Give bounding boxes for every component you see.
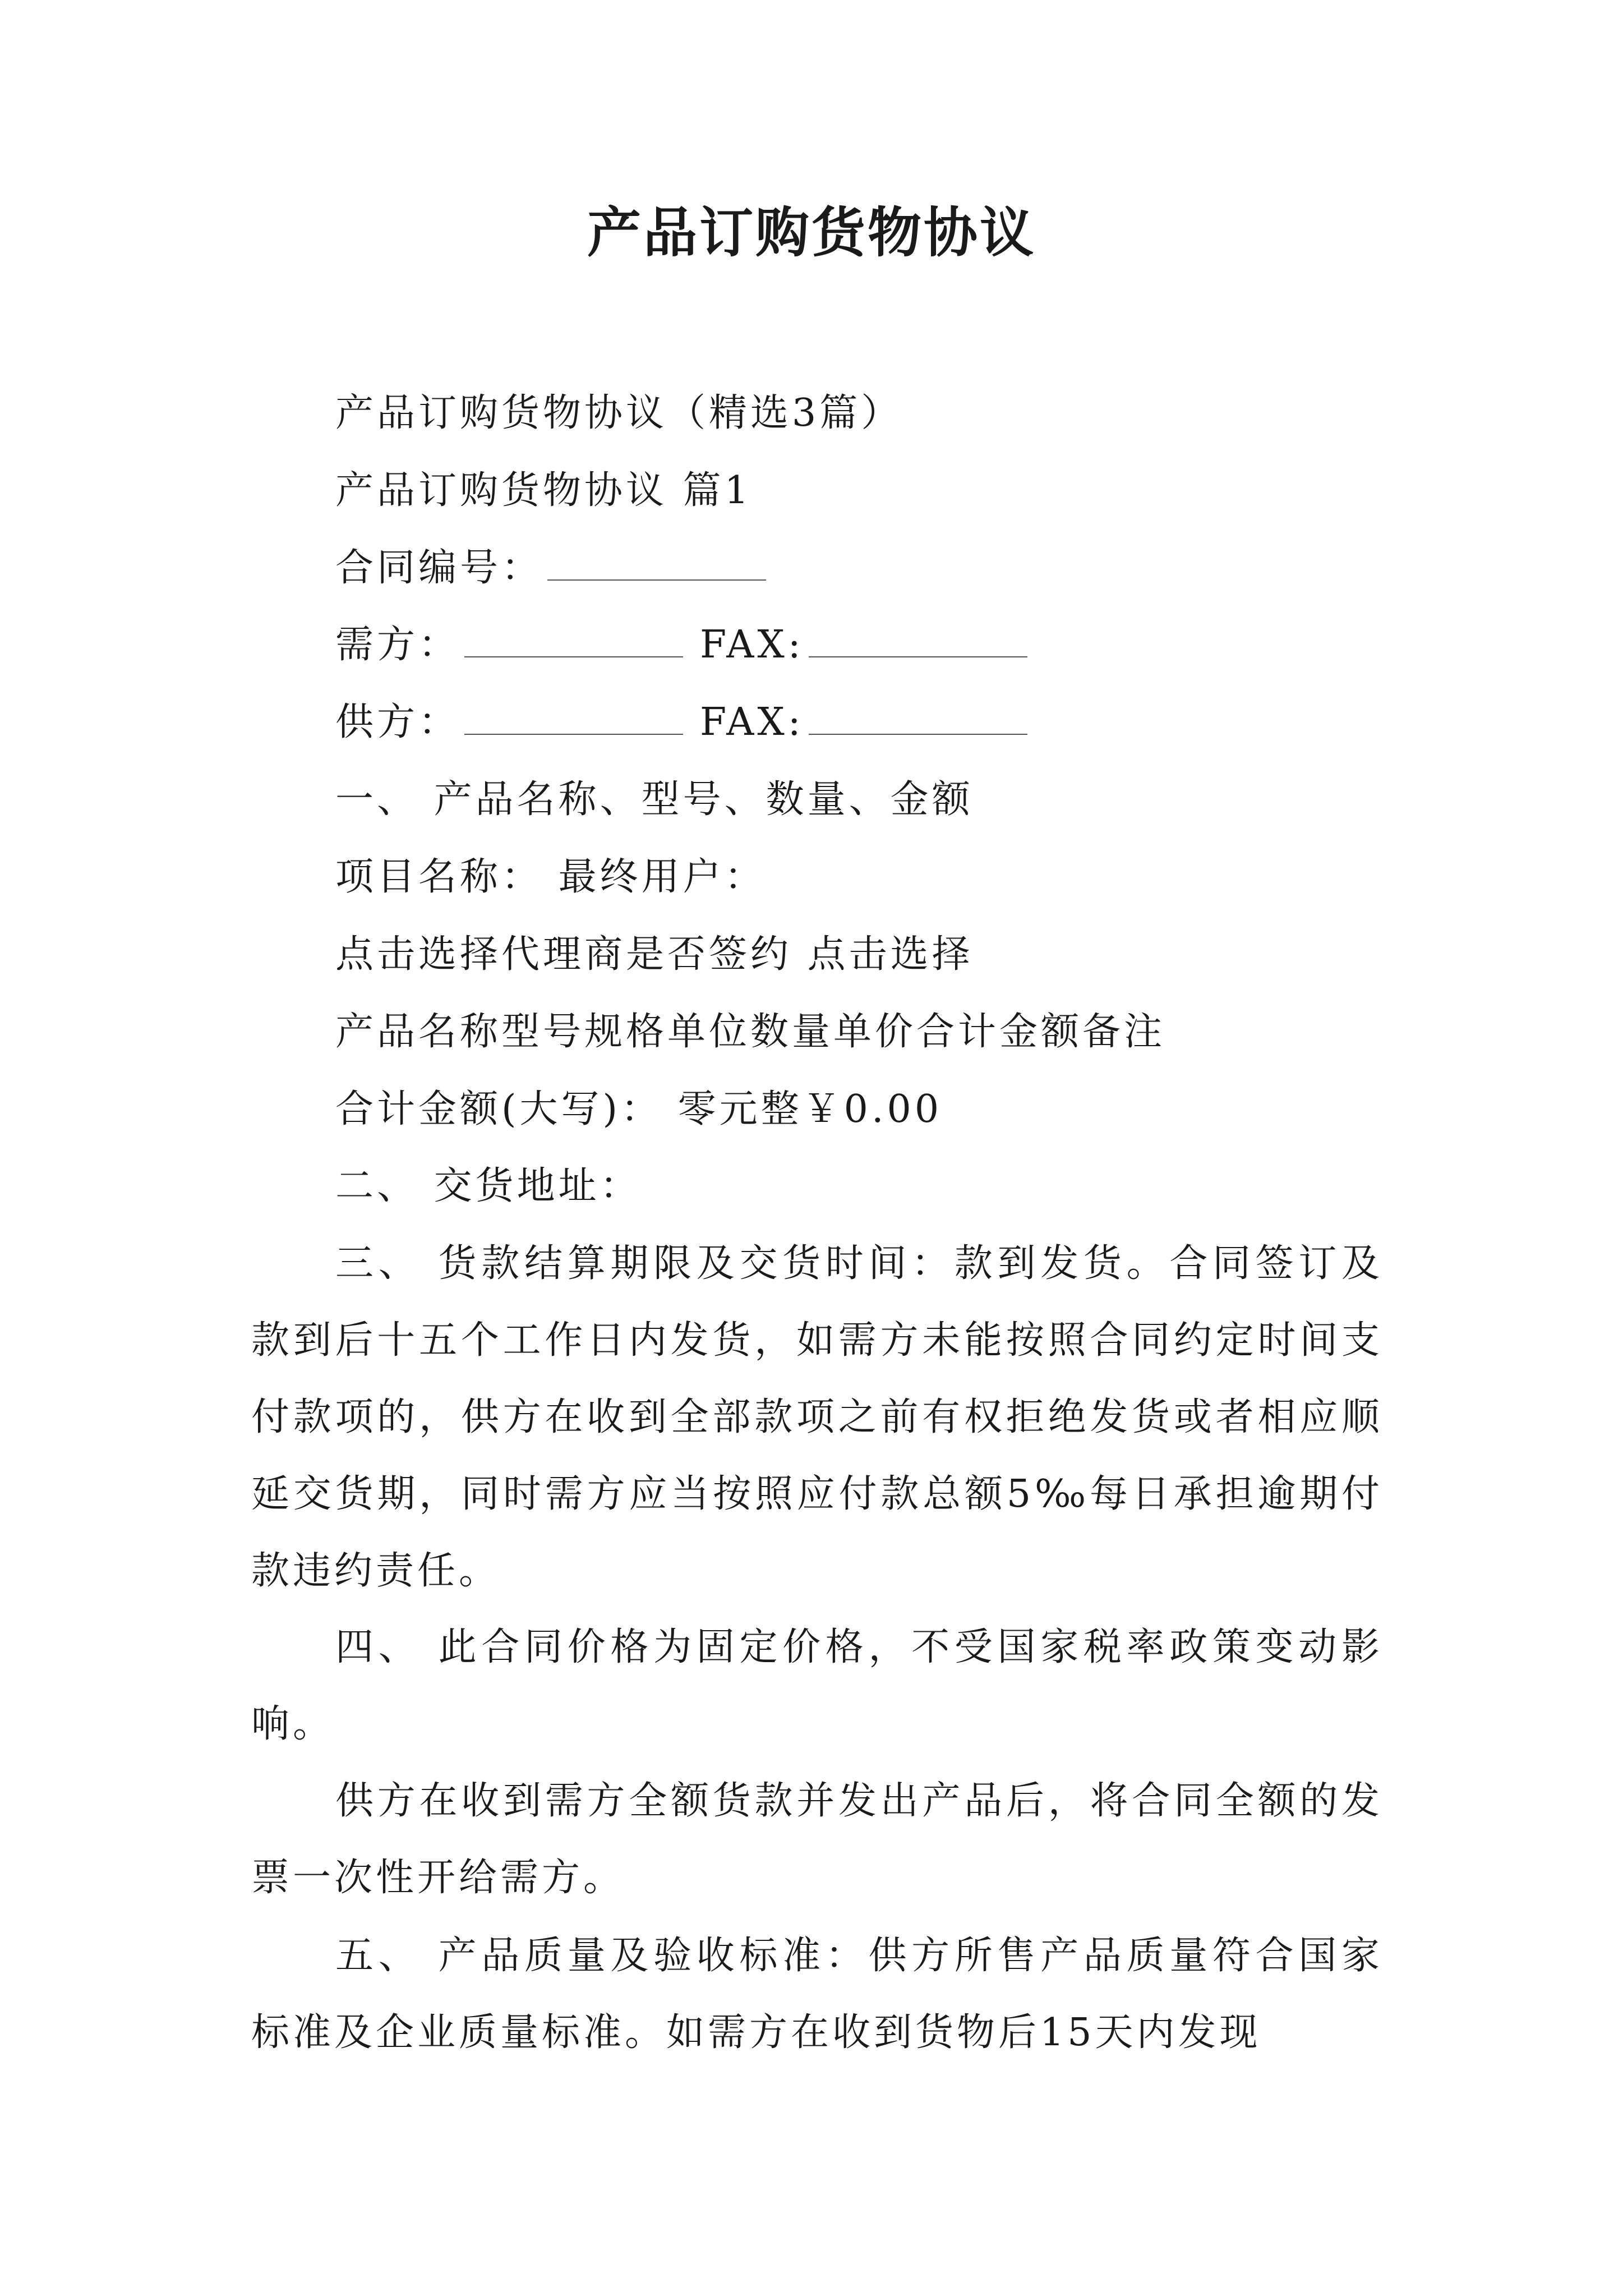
seller-label: 供方： xyxy=(335,700,460,744)
contract-number-label: 合同编号： xyxy=(335,546,543,590)
document-title: 产品订购货物协议 xyxy=(587,201,1036,264)
section4-paragraph: 四、 此合同价格为固定价格，不受国家税率政策变动影响。 xyxy=(251,1625,1383,1746)
total-amount-line: 合计金额(大写)： 零元整￥0.00 xyxy=(335,1087,943,1131)
section5-paragraph: 五、 产品质量及验收标准：供方所售产品质量符合国家标准及企业质量标准。如需方在收到货物后15天内发现 xyxy=(251,1934,1383,2055)
document-subtitle: 产品订购货物协议（精选3篇） xyxy=(335,391,903,435)
contract-number-blank xyxy=(547,545,766,581)
section3-paragraph: 三、 货款结算期限及交货时间：款到发货。合同签订及款到后十五个工作日内发货，如需方未能按照合同约定时间支付款项的，供方在收到全部款项之前有权拒绝发货或者相应顺延交货期，同时需方应当按照应付款总额5‰每日承担逾期付款违约责任。 xyxy=(251,1241,1383,1593)
buyer-fax-blank xyxy=(809,622,1027,657)
contract-number-line xyxy=(335,540,783,596)
seller-fax-blank xyxy=(809,699,1027,735)
seller-fax-label: FAX: xyxy=(700,700,804,744)
buyer-line xyxy=(335,617,1044,673)
table-header-line: 产品名称型号规格单位数量单价合计金额备注 xyxy=(335,1010,1166,1054)
buyer-fax-label: FAX: xyxy=(700,623,804,667)
section2-heading: 二、 交货地址： xyxy=(335,1164,642,1208)
seller-line xyxy=(335,694,1044,751)
click-select-line: 点击选择代理商是否签约 点击选择 xyxy=(335,932,974,977)
buyer-label: 需方： xyxy=(335,623,460,667)
section1-heading: 一、 产品名称、型号、数量、金额 xyxy=(335,777,974,822)
part-heading: 产品订购货物协议 篇1 xyxy=(335,468,752,513)
project-line: 项目名称： 最终用户： xyxy=(335,855,766,899)
buyer-name-blank xyxy=(464,622,683,657)
seller-name-blank xyxy=(464,699,683,735)
invoice-paragraph: 供方在收到需方全额货款并发出产品后，将合同全额的发票一次性开给需方。 xyxy=(251,1779,1383,1900)
